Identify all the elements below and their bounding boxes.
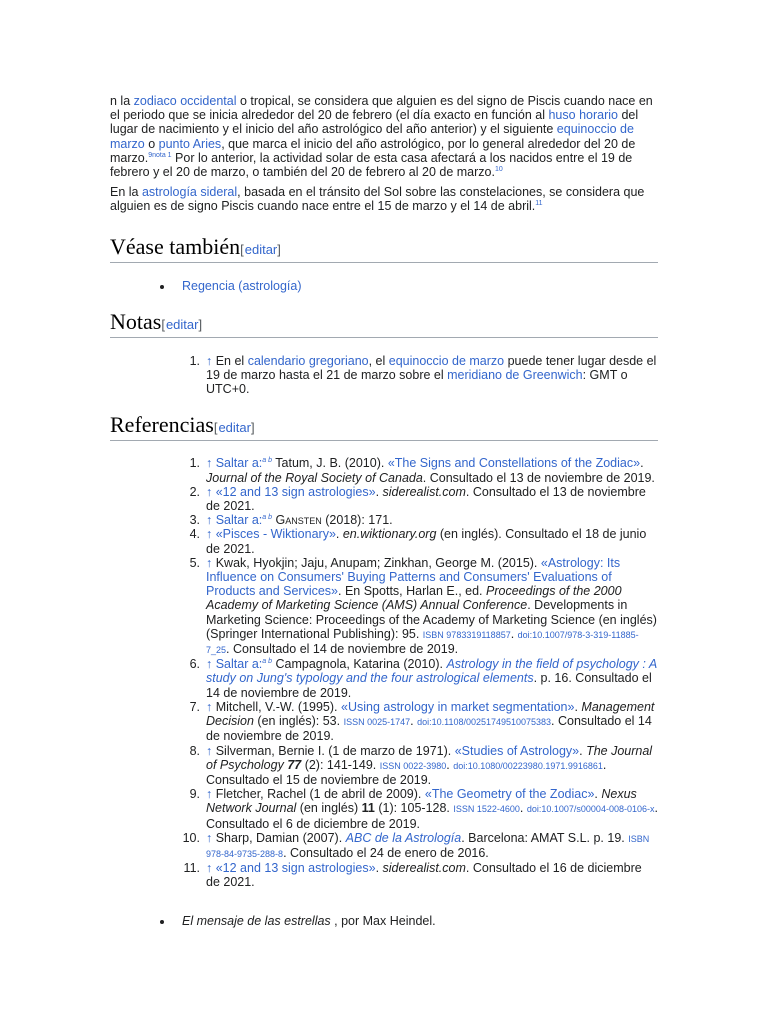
text: . Consultado el 16 de diciembre de 2021. [206, 861, 642, 890]
text: (2018): 171. [321, 513, 393, 528]
text: , el [368, 353, 389, 368]
ref-title-link[interactable]: «12 and 13 sign astrologies» [212, 861, 376, 876]
reference-item [110, 787, 658, 831]
intro-paragraph-2 [110, 185, 658, 213]
article-content [110, 94, 658, 928]
text: . Consultado el 13 de noviembre de 2019. [422, 470, 655, 485]
notes-list [110, 354, 658, 397]
isbn-link[interactable]: ISBN 9783319118857 [422, 629, 511, 640]
edit-bracket: [ [213, 420, 218, 436]
text: . Consultado el 14 de noviembre de 2019. [226, 642, 459, 657]
ref-number: 2. [189, 484, 200, 499]
text: , basada en el tránsito del Sol sobre las constelaciones, se considera que alguien es de signo Piscis cuando nace entre el 15 de marzo y el 14 de abril. [110, 185, 645, 214]
doi-link[interactable]: doi:10.1080/00223980.1971.9916861 [453, 760, 603, 771]
back-arrow[interactable]: ↑ [206, 555, 213, 570]
ref-title-link[interactable]: Astrology in the field of psychology : A study on Jung's typology and the four astrological elements [206, 657, 657, 686]
volume: 77 [287, 757, 302, 772]
doi-link[interactable]: doi:10.1007/s00004-008-0106-x [526, 804, 655, 815]
link-calendario-gregoriano[interactable]: calendario gregoriano [247, 353, 369, 368]
ref-title-link[interactable]: «12 and 13 sign astrologies» [212, 484, 376, 499]
references-list [110, 456, 658, 889]
ref-title-link[interactable]: «Astrology: Its Influence on Consumers' Buying Patterns and Consumers' Evaluations of Products and Services» [206, 555, 621, 599]
text: . Developments in Marketing Science: Proceedings of the Academy of Marketing Science (en inglés) (Springer International Publishing): 95. [206, 598, 657, 641]
ref-number: 7. [189, 699, 200, 714]
text: . En Spotts, Harlan E., ed. [338, 584, 487, 599]
saltar-label[interactable]: Saltar a: [212, 456, 263, 471]
back-arrow[interactable]: ↑ [206, 743, 213, 758]
back-arrow[interactable]: ↑ [206, 527, 213, 542]
author-smallcaps: Gansten [275, 513, 322, 528]
reference-item [110, 456, 658, 484]
ref-title-link[interactable]: «Studies of Astrology» [454, 743, 580, 758]
edit-bracket: [ [240, 241, 244, 257]
back-arrow[interactable]: ↑ [206, 456, 213, 471]
reference-item [110, 700, 658, 744]
text: . [519, 801, 527, 816]
link-astrologia-sideral[interactable]: astrología sideral [141, 185, 238, 200]
site-name: siderealist.com [382, 484, 466, 499]
text: . [640, 456, 644, 471]
link-regencia-astrologia[interactable]: Regencia (astrología) [182, 278, 302, 293]
text: (1): 105-128. [374, 801, 454, 816]
edit-bracket: [ [161, 316, 165, 332]
text: Fletcher, Rachel (1 de abril de 2009). [212, 787, 425, 802]
saltar-label[interactable]: Saltar a: [212, 513, 263, 528]
backref-letters[interactable]: a b [262, 658, 273, 666]
back-arrow[interactable]: ↑ [206, 861, 213, 876]
link-zodiaco-occidental[interactable]: zodiaco occidental [133, 94, 237, 108]
edit-link[interactable]: editar [165, 316, 199, 332]
text: del lugar de nacimiento y el inicio del año astrológico del año anterior) y el siguiente [110, 108, 639, 137]
ref-title-link[interactable]: «The Geometry of the Zodiac» [424, 787, 595, 802]
text: . [375, 484, 383, 499]
text: Sharp, Damian (2007). [212, 830, 346, 845]
section-title: Notas [110, 308, 162, 334]
text: . Consultado el 15 de noviembre de 2019. [206, 757, 607, 787]
text: . [446, 757, 454, 772]
ref-number: 6. [189, 657, 200, 672]
back-arrow[interactable]: ↑ [206, 484, 213, 499]
note-number: 1. [189, 353, 200, 368]
text: puede tener lugar desde el 19 de marzo hasta el 21 de marzo sobre el [206, 353, 657, 383]
text: Por lo anterior, la actividad solar de esta casa afectará a los nacidos entre el 19 de febrero y el 20 de marzo, o también del 20 de febrero al 20 de marzo. [110, 150, 633, 180]
text: o tropical, se considera que alguien es del signo de Piscis cuando nace en el periodo que se inicia alrededor del 20 de febrero (el día exacto en función al [110, 94, 653, 123]
back-arrow[interactable]: ↑ [206, 830, 213, 845]
reference-item [110, 485, 658, 513]
intro-paragraph-1 [110, 94, 658, 179]
text: . [375, 861, 383, 876]
text: (en inglés). Consultado el 18 de junio de 2021. [206, 527, 647, 556]
back-arrow[interactable]: ↑ [206, 353, 213, 368]
volume: 11 [361, 801, 375, 816]
reference-item [110, 513, 658, 527]
citation-link[interactable]: 11 [535, 200, 543, 208]
journal-name: Management Decision [206, 699, 655, 729]
ref-number: 1. [189, 456, 200, 471]
ref-number: 5. [189, 555, 200, 570]
text: Tatum, J. B. (2010). [272, 456, 388, 471]
ref-number: 4. [189, 527, 200, 542]
doi-link[interactable]: doi:10.1007/978-3-319-11885-7_25 [206, 629, 639, 656]
text: , que marca el inicio del año astrológico, por lo general alrededor del 20 de marzo. [110, 136, 636, 165]
text: Silverman, Bernie I. (1 de marzo de 1971). [212, 743, 455, 758]
edit-link[interactable]: editar [218, 420, 251, 436]
issn-link[interactable]: ISSN 0025-1747 [343, 717, 411, 728]
link-huso-horario[interactable]: huso horario [548, 108, 618, 123]
notes-heading [110, 309, 658, 338]
text: . [579, 743, 587, 758]
text: . Consultado el 24 de enero de 2016. [283, 845, 489, 860]
citation-link[interactable]: 10 [494, 166, 503, 174]
ref-number: 3. [189, 513, 200, 528]
back-arrow[interactable]: ↑ [206, 787, 213, 802]
journal-name: Journal of the Royal Society of Canada [206, 470, 423, 485]
back-arrow[interactable]: ↑ [206, 699, 213, 714]
ref-title-link[interactable]: «The Signs and Constellations of the Zodiac» [387, 456, 641, 471]
reference-item [110, 556, 658, 657]
note-item [110, 354, 658, 397]
edit-bracket: ] [198, 316, 203, 332]
list-item [110, 279, 658, 293]
text: . Barcelona: AMAT S.L. p. 19. [461, 830, 629, 845]
link-equinoccio-de-marzo[interactable]: equinoccio de marzo [110, 122, 634, 151]
text: (en inglés): 53. [253, 714, 344, 729]
citation-link[interactable]: 9nota 1 [148, 151, 172, 159]
list-item [110, 914, 658, 928]
section-title: Referencias [110, 412, 214, 438]
ref-title-link[interactable]: ABC de la Astrología [345, 830, 462, 845]
journal-name: The Journal of Psychology [206, 743, 653, 772]
text: (2): 141-149. [301, 757, 380, 772]
text: n la [110, 94, 134, 108]
ref-number: 11. [183, 861, 200, 876]
issn-link[interactable]: ISSN 1522-4600 [453, 804, 520, 815]
reference-item [110, 744, 658, 788]
doi-link[interactable]: doi:10.1108/00251749510075383 [417, 717, 552, 728]
text: . [510, 626, 518, 641]
issn-link[interactable]: ISSN 0022-3980 [379, 760, 447, 771]
text: (en inglés) [296, 801, 362, 816]
edit-link[interactable]: editar [244, 241, 278, 257]
text: o [144, 136, 159, 151]
text: Campagnola, Katarina (2010). [272, 657, 447, 672]
text: . [594, 787, 602, 802]
journal-name: Nexus Network Journal [206, 787, 637, 816]
site-name: siderealist.com [382, 861, 466, 876]
text: Kwak, Hyokjin; Jaju, Anupam; Zinkhan, George M. (2015). [212, 555, 541, 570]
text: . p. 16. Consultado el 14 de noviembre de 2019. [206, 671, 652, 700]
see-also-heading [110, 234, 658, 263]
reference-item [110, 831, 658, 861]
text: , por Max Heindel. [330, 913, 436, 928]
ref-number: 8. [189, 743, 200, 758]
text: . [410, 714, 418, 729]
text: En la [110, 185, 142, 200]
backref-letters[interactable]: a b [262, 514, 273, 522]
references-heading [110, 412, 658, 441]
see-also-list [110, 279, 658, 293]
text: . [574, 699, 582, 714]
section-title: Véase también [110, 233, 241, 259]
edit-bracket: ] [277, 241, 281, 257]
text: En el [212, 353, 248, 368]
text: . Consultado el 13 de noviembre de 2021. [206, 484, 646, 514]
back-arrow[interactable]: ↑ [206, 657, 213, 672]
extra-list [110, 914, 658, 928]
text: . Consultado el 6 de diciembre de 2019. [206, 801, 658, 831]
site-name: en.wiktionary.org [342, 527, 437, 542]
ref-title-link[interactable]: «Pisces - Wiktionary» [212, 527, 336, 542]
text: . [335, 527, 343, 542]
text: : GMT o UTC+0. [206, 368, 628, 397]
ref-title-link[interactable]: «Using astrology in market segmentation» [341, 699, 575, 714]
ref-number: 10. [182, 830, 200, 845]
book-title: Proceedings of the 2000 Academy of Marketing Science (AMS) Annual Conference [206, 584, 622, 613]
text: . Consultado el 14 de noviembre de 2019. [206, 714, 652, 744]
link-punto-aries[interactable]: punto Aries [158, 136, 222, 151]
reference-item [110, 527, 658, 555]
isbn-link[interactable]: ISBN 978-84-9735-288-8 [206, 833, 650, 859]
ref-number: 9. [189, 787, 200, 802]
reference-item [110, 657, 658, 700]
book-title: El mensaje de las estrellas [182, 913, 331, 928]
edit-bracket: ] [250, 420, 255, 436]
link-meridiano-de-greenwich[interactable]: meridiano de Greenwich [447, 368, 583, 383]
text: Mitchell, V.-W. (1995). [212, 699, 341, 714]
backref-letters[interactable]: a b [262, 457, 273, 465]
reference-item [110, 861, 658, 889]
saltar-label[interactable]: Saltar a: [212, 657, 263, 672]
back-arrow[interactable]: ↑ [206, 513, 213, 528]
link-equinoccio-de-marzo[interactable]: equinoccio de marzo [388, 353, 505, 368]
